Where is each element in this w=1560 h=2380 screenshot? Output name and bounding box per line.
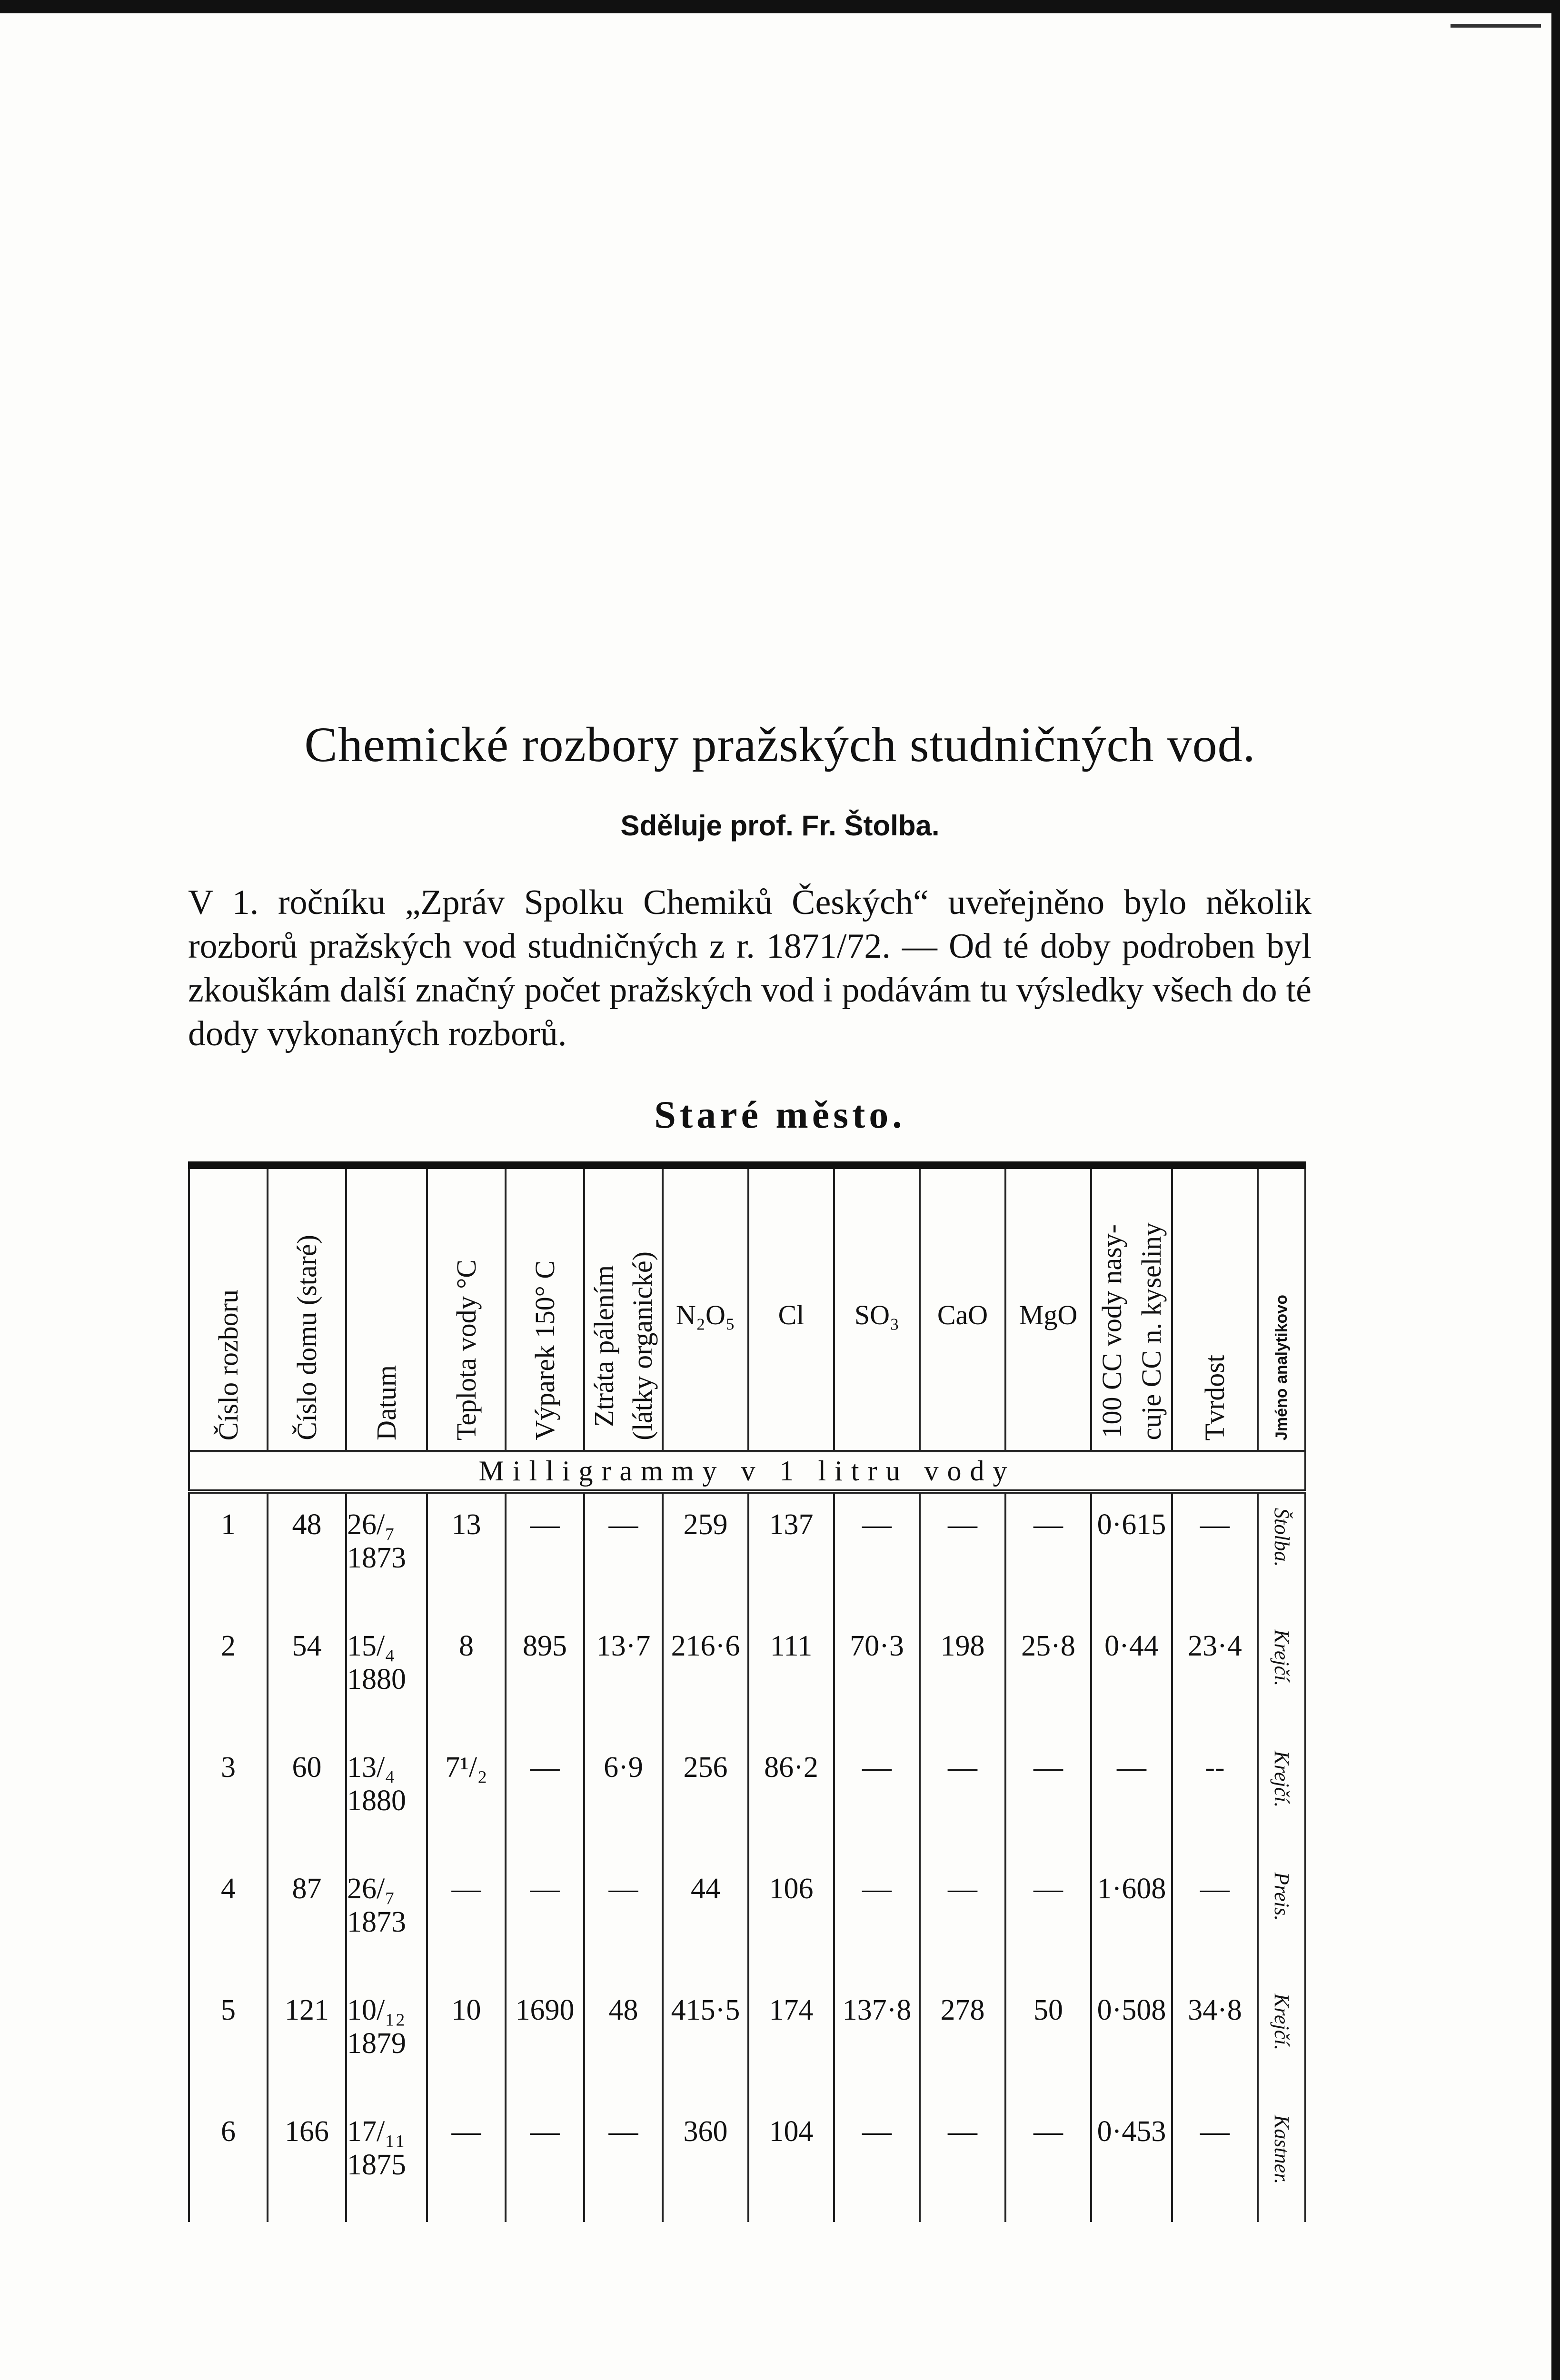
- header-cislo-rozboru: Číslo rozboru: [189, 1165, 268, 1451]
- cell-num: 3: [189, 1736, 268, 1858]
- header-ztrata: Ztráta pálením (látky organické): [584, 1165, 663, 1451]
- cell-n2o5: 259: [663, 1492, 748, 1616]
- units-label: Milligrammy v 1 litru vody: [189, 1451, 1305, 1492]
- table-row: [189, 1858, 1305, 1979]
- cell-analyst: Štolba.: [1258, 1492, 1305, 1616]
- cell-num: 6: [189, 2101, 268, 2222]
- cell-cl: 106: [748, 1858, 834, 1979]
- cell-temp: —: [427, 2101, 506, 2222]
- header-vyparek: Výparek 150° C: [506, 1165, 584, 1451]
- cell-vyparek: —: [506, 1492, 584, 1616]
- cell-cl: 137: [748, 1492, 834, 1616]
- analysis-table: [188, 1161, 1306, 2222]
- cell-acid: 0·508: [1091, 1979, 1172, 2101]
- cell-cao: —: [920, 1492, 1005, 1616]
- cell-house: 54: [268, 1615, 346, 1736]
- cell-house: 48: [268, 1492, 346, 1616]
- cell-tvrdost: 23·4: [1172, 1615, 1258, 1736]
- cell-so3: —: [834, 1736, 920, 1858]
- cell-date: 13/₄ 1880: [346, 1736, 427, 1858]
- cell-analyst: Krejčí.: [1258, 1615, 1305, 1736]
- cell-cl: 104: [748, 2101, 834, 2222]
- cell-mgo: —: [1005, 2101, 1091, 2222]
- cell-cl: 111: [748, 1615, 834, 1736]
- cell-n2o5: 360: [663, 2101, 748, 2222]
- cell-ztrata: —: [584, 2101, 663, 2222]
- cell-date: 26/₇ 1873: [346, 1858, 427, 1979]
- cell-cao: —: [920, 1858, 1005, 1979]
- cell-cl: 86·2: [748, 1736, 834, 1858]
- cell-num: 5: [189, 1979, 268, 2101]
- table-row: [189, 1492, 1305, 1616]
- cell-vyparek: —: [506, 1736, 584, 1858]
- cell-mgo: —: [1005, 1858, 1091, 1979]
- section-heading: Staré město.: [654, 1093, 906, 1136]
- cell-cao: 278: [920, 1979, 1005, 2101]
- header-n2o5: N₂O₅: [663, 1165, 748, 1451]
- cell-mgo: 25·8: [1005, 1615, 1091, 1736]
- cell-n2o5: 415·5: [663, 1979, 748, 2101]
- cell-cao: 198: [920, 1615, 1005, 1736]
- cell-n2o5: 256: [663, 1736, 748, 1858]
- cell-acid: —: [1091, 1736, 1172, 1858]
- cell-vyparek: —: [506, 1858, 584, 1979]
- cell-so3: —: [834, 2101, 920, 2222]
- cell-n2o5: 44: [663, 1858, 748, 1979]
- cell-mgo: —: [1005, 1492, 1091, 1616]
- cell-num: 4: [189, 1858, 268, 1979]
- cell-acid: 0·615: [1091, 1492, 1172, 1616]
- cell-num: 1: [189, 1492, 268, 1616]
- units-row: [189, 1451, 1305, 1492]
- cell-cl: 174: [748, 1979, 834, 2101]
- header-cao: CaO: [920, 1165, 1005, 1451]
- cell-temp: 13: [427, 1492, 506, 1616]
- cell-date: 15/₄ 1880: [346, 1615, 427, 1736]
- cell-acid: 0·453: [1091, 2101, 1172, 2222]
- header-teplota: Teplota vody °C: [427, 1165, 506, 1451]
- cell-so3: 70·3: [834, 1615, 920, 1736]
- header-mgo: MgO: [1005, 1165, 1091, 1451]
- cell-analyst: Preis.: [1258, 1858, 1305, 1979]
- table-row: [189, 2101, 1305, 2222]
- header-datum: Datum: [346, 1165, 427, 1451]
- cell-temp: —: [427, 1858, 506, 1979]
- cell-tvrdost: —: [1172, 1492, 1258, 1616]
- cell-mgo: 50: [1005, 1979, 1091, 2101]
- cell-vyparek: 1690: [506, 1979, 584, 2101]
- scan-corner-mark: [1451, 24, 1541, 28]
- table-row: [189, 1736, 1305, 1858]
- cell-cao: —: [920, 2101, 1005, 2222]
- cell-temp: 10: [427, 1979, 506, 2101]
- cell-tvrdost: —: [1172, 2101, 1258, 2222]
- cell-date: 17/₁₁ 1875: [346, 2101, 427, 2222]
- cell-house: 60: [268, 1736, 346, 1858]
- cell-house: 166: [268, 2101, 346, 2222]
- cell-so3: 137·8: [834, 1979, 920, 2101]
- byline: Sděluje prof. Fr. Štolba.: [620, 810, 940, 842]
- header-tvrdost: Tvrdost: [1172, 1165, 1258, 1451]
- cell-so3: —: [834, 1492, 920, 1616]
- cell-ztrata: 13·7: [584, 1615, 663, 1736]
- cell-ztrata: —: [584, 1492, 663, 1616]
- intro-paragraph: V 1. ročníku „Zpráv Spolku Chemiků Českých“ uveřejněno bylo několik rozborů pražských vod studničných z r. 1871/72. — Od té doby podroben byl zkouškám další značný počet pražských vod i podávám tu výsledky všech do té dody vykonaných rozborů.: [188, 883, 1312, 1053]
- table-row: [189, 1979, 1305, 2101]
- cell-ztrata: 6·9: [584, 1736, 663, 1858]
- cell-num: 2: [189, 1615, 268, 1736]
- page-title: Chemické rozbory pražských studničných vod.: [304, 717, 1256, 772]
- header-kyselina: 100 CC vody nasy- cuje CC n. kyseliny: [1091, 1165, 1172, 1451]
- scan-border-top: [0, 0, 1560, 13]
- cell-temp: 8: [427, 1615, 506, 1736]
- cell-cao: —: [920, 1736, 1005, 1858]
- cell-house: 121: [268, 1979, 346, 2101]
- header-cislo-domu: Číslo domu (staré): [268, 1165, 346, 1451]
- cell-temp: 7¹/₂: [427, 1736, 506, 1858]
- cell-vyparek: —: [506, 2101, 584, 2222]
- table-row: [189, 1615, 1305, 1736]
- scan-border-right: [1551, 0, 1560, 2380]
- cell-tvrdost: 34·8: [1172, 1979, 1258, 2101]
- header-cl: Cl: [748, 1165, 834, 1451]
- cell-analyst: Krejčí.: [1258, 1979, 1305, 2101]
- cell-so3: —: [834, 1858, 920, 1979]
- cell-mgo: —: [1005, 1736, 1091, 1858]
- cell-acid: 0·44: [1091, 1615, 1172, 1736]
- cell-tvrdost: —: [1172, 1858, 1258, 1979]
- cell-analyst: Kastner.: [1258, 2101, 1305, 2222]
- header-row: [189, 1165, 1305, 1451]
- cell-ztrata: —: [584, 1858, 663, 1979]
- cell-n2o5: 216·6: [663, 1615, 748, 1736]
- cell-analyst: Krejčí.: [1258, 1736, 1305, 1858]
- header-so3: SO₃: [834, 1165, 920, 1451]
- cell-date: 26/₇ 1873: [346, 1492, 427, 1616]
- cell-date: 10/₁₂ 1879: [346, 1979, 427, 2101]
- header-jmeno: Jméno analytikovo: [1258, 1165, 1305, 1451]
- cell-house: 87: [268, 1858, 346, 1979]
- cell-tvrdost: --: [1172, 1736, 1258, 1858]
- cell-ztrata: 48: [584, 1979, 663, 2101]
- cell-vyparek: 895: [506, 1615, 584, 1736]
- cell-acid: 1·608: [1091, 1858, 1172, 1979]
